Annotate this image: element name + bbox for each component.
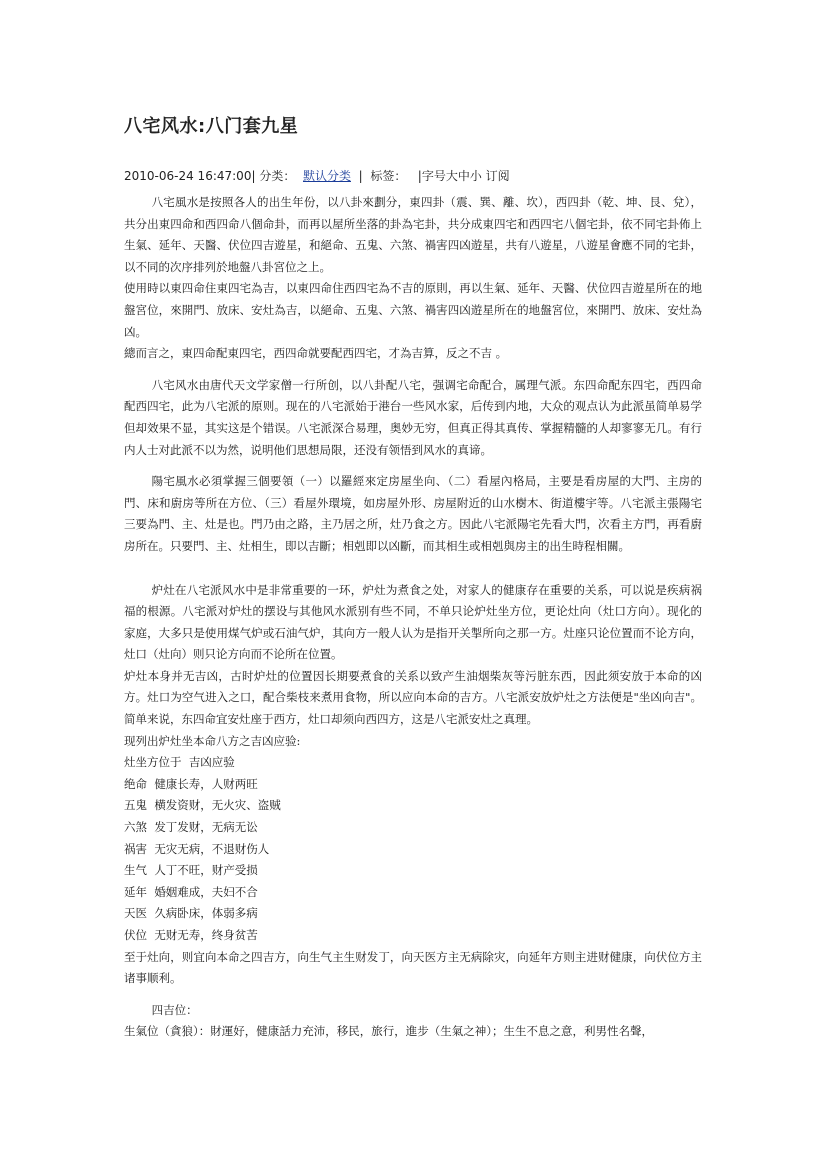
category-link[interactable]: 默认分类 [302,169,351,183]
paragraph-7: 炉灶本身并无吉凶，古时炉灶的位置因长期要煮食的关系以致产生油烟柴灰等污脏东西，因此须安放于本命的凶方。灶口为空气进入之口，配合柴枝来煮用食物，所以应向本命的吉方。八宅派安放炉灶之方法便是"坐凶向吉"。简单来说，东四命宜安灶座于西方，灶口却须向西四方，这是八宅派安灶之真理。 [124,668,702,727]
table-row [124,882,702,904]
table-row [124,839,702,861]
paragraph-4: 八宅风水由唐代天文学家僧一行所创，以八卦配八宅，强调宅命配合，属理气派。东四命配东四宅，西四命配西四宅，此为八宅派的原则。现在的八宅派始于港台一些风水家，后传到内地，大众的观点认为此派虽简单易学但却效果不显，其实这是个错误。八宅派深合易理，奥妙无穷，但真正得其真传、掌握精髓的人却寥寥无几。有行内人士对此派不以为然，说明他们思想局限，还没有领悟到风水的真谛。 [124,377,702,457]
table-row [124,817,702,839]
post-datetime: 2010-06-24 16:47:00| [124,169,256,183]
table-row [124,860,702,882]
table-row [124,903,702,925]
paragraph-1: 八宅風水是按照各人的出生年份，以八卦來劃分，東四卦（震、巽、離、坎），西四卦（乾、坤、艮、兌），共分出東四命和西四命八個命卦，而再以屋所坐落的卦為宅卦，共分成東四宅和西四宅八個宅卦，依不同宅卦佈上生氣、延年、天醫、伏位四吉遊星，和絕命、五鬼、六煞、禍害四凶遊星，共有八遊星，八遊星會應不同的宅卦，以不同的次序排列於地盤八卦宮位之上。 [124,195,702,274]
meta-separator: | [358,169,363,183]
article-title: 八宅风水:八门套九星 [124,116,299,137]
result-cell: 健康长寿，人财两旺 [154,776,258,791]
direction-cell: 天医 [124,906,147,921]
direction-cell: 祸害 [124,841,147,856]
paragraph-2: 使用時以東四命住東四宅為吉，以東四命住西四宅為不吉的原則，再以生氣、延年、天醫、伏位四吉遊星所在的地盤宮位，來開門、放床、安灶為吉，以絕命、五鬼、六煞、禍害四凶遊星所在的地盤宮位，來開門、放床、安灶為凶。 [124,281,702,339]
direction-cell: 五鬼 [124,798,147,813]
paragraph-8: 现列出炉灶坐本命八方之吉凶应验: [124,733,301,748]
article-meta [124,167,510,184]
direction-cell: 六煞 [124,820,147,835]
direction-cell: 灶坐方位于 [124,755,182,770]
result-cell: 无财无寿，终身贫苦 [154,928,258,942]
font-size-control[interactable]: |字号大中小 [417,169,482,183]
category-label: 分类： [259,169,296,183]
paragraph-3: 總而言之，東四命配東四宅，西四命就要配西四宅，才為吉算，反之不吉 。 [124,346,508,361]
direction-cell: 绝命 [124,776,147,791]
paragraph-9: 至于灶向，则宜向本命之四吉方，向生气主生财发丁，向天医方主无病除灾，向延年方则主进财健康，向伏位方主诸事顺利。 [124,949,702,986]
table-row [124,925,702,947]
paragraph-5: 陽宅風水必須掌握三個要領（一）以羅經來定房屋坐向、（二）看屋內格局，主要是看房屋的大門、主房的門、床和廚房等所在方位、（三）看屋外環境，如房屋外形、房屋附近的山水樹木、街道樓宇等。八宅派主張陽宅三要為門、主、灶是也。門乃由之路，主乃居之所，灶乃食之方。因此八宅派陽宅先看大門，次看主方門，再看廚房所在。只要門、主、灶相生，即以吉斷；相剋即以凶斷，而其相生或相剋與房主的出生時程相關。 [124,474,702,553]
direction-cell: 生气 [124,863,147,878]
result-cell: 婚姻难成，夫妇不合 [154,884,258,899]
subscribe-link[interactable]: 订阅 [485,169,510,183]
result-cell: 发丁发财，无病无讼 [154,820,258,835]
table-row [124,752,702,774]
table-row [124,795,702,817]
article-body [124,192,702,1043]
result-cell: 无灾无病，不退财伤人 [154,841,270,856]
result-cell: 久病卧床，体弱多病 [154,906,258,921]
tags-label: 标签： [370,169,407,183]
direction-cell: 伏位 [124,928,147,942]
table-row [124,774,702,796]
paragraph-10: 四吉位： [151,1002,198,1017]
result-cell: 吉凶应验 [188,755,235,770]
result-cell: 横发资财，无火灾、盗贼 [154,798,281,813]
result-cell: 人丁不旺，财产受损 [154,863,258,878]
paragraph-11: 生氣位（貪狼）：財運好，健康話力充沛，移民，旅行，進步（生氣之神）；生生不息之意，利男性名聲， [124,1024,653,1039]
stove-table [124,752,702,946]
paragraph-6: 炉灶在八宅派风水中是非常重要的一环，炉灶为煮食之处，对家人的健康存在重要的关系，可以说是疾病祸福的根源。八宅派对炉灶的摆设与其他风水派别有些不同，不单只论炉灶坐方位，更论灶向（灶口方向）。现化的家庭，大多只是使用煤气炉或石油气炉，其向方一般人认为是指开关掣所向之那一方。灶座只论位置而不论方向，灶口（灶向）则只论方向而不论所在位置。 [124,582,702,662]
direction-cell: 延年 [124,884,147,899]
